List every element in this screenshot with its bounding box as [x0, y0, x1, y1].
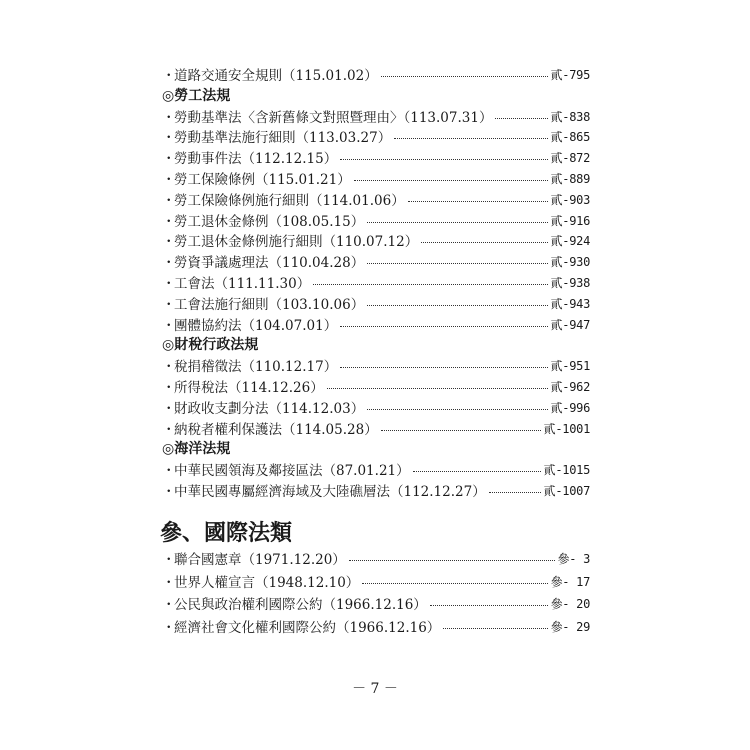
toc-entry-page: 貳-951 [550, 358, 590, 373]
toc-entry-title: 勞動基準法〈含新舊條文對照暨理由〉（113.07.31） [174, 110, 493, 126]
toc-entry [162, 230, 590, 250]
toc-entry [162, 251, 590, 271]
section-title: 參、國際法類 [160, 520, 293, 546]
bullet-icon: ・ [162, 597, 176, 613]
toc-entry-page: 貳-938 [550, 275, 590, 290]
toc-entry-title: 世界人權宣言（1948.12.10） [174, 575, 360, 591]
toc-entry-page: 貳-903 [550, 192, 590, 207]
bullet-icon: ・ [162, 380, 176, 396]
toc-entry-page: 貳-1001 [543, 421, 590, 436]
toc-entry-page: 參- 20 [550, 596, 590, 611]
toc-entry [162, 147, 590, 167]
bullet-icon: ・ [162, 575, 176, 591]
toc-entry [162, 571, 590, 591]
toc-entry [162, 355, 590, 375]
bullet-icon: ・ [162, 463, 176, 479]
bullet-icon: ・ [162, 172, 176, 188]
toc-entry-title: 所得稅法（114.12.26） [174, 380, 324, 396]
toc-entry-title: 勞工退休金條例（108.05.15） [174, 214, 365, 230]
toc-entry [162, 376, 590, 396]
toc-entry [162, 314, 590, 334]
toc-entry-page: 貳-795 [550, 67, 590, 82]
toc-entry [162, 106, 590, 126]
toc-entry-title: 稅捐稽徵法（110.12.17） [174, 359, 338, 375]
toc-entry-title: 中華民國專屬經濟海域及大陸礁層法（112.12.27） [174, 484, 486, 500]
toc-entry-page: 貳-865 [550, 129, 590, 144]
subsection-heading: ◎海洋法規 [162, 441, 231, 457]
toc-entry-title: 聯合國憲章（1971.12.20） [174, 552, 346, 568]
toc-entry-title: 道路交通安全規則（115.01.02） [174, 68, 378, 84]
toc-entry-title: 勞動基準法施行細則（113.03.27） [174, 130, 392, 146]
dot-leader [340, 326, 547, 327]
toc-entry-page: 貳-943 [550, 296, 590, 311]
dot-leader [394, 138, 547, 139]
toc-entry [162, 64, 590, 84]
dot-leader [367, 263, 547, 264]
toc-entry-page: 參- 29 [550, 619, 590, 634]
toc-entry-page: 貳-916 [550, 213, 590, 228]
toc-entry-title: 公民與政治權利國際公約（1966.12.16） [174, 597, 427, 613]
toc-entry-page: 參- 3 [557, 551, 590, 566]
toc-entry-title: 工會法施行細則（103.10.06） [174, 297, 365, 313]
bullet-icon: ・ [162, 620, 176, 636]
toc-entry [162, 459, 590, 479]
dot-leader [340, 159, 547, 160]
toc-entry-page: 貳-947 [550, 317, 590, 332]
dot-leader [367, 222, 547, 223]
bullet-icon: ・ [162, 297, 176, 313]
dot-leader [327, 388, 548, 389]
toc-entry [162, 272, 590, 292]
toc-entry-title: 勞工退休金條例施行細則（110.07.12） [174, 234, 419, 250]
dot-leader [381, 430, 541, 431]
dot-leader [367, 305, 547, 306]
bullet-icon: ・ [162, 552, 176, 568]
bullet-icon: ・ [162, 359, 176, 375]
dot-leader [381, 76, 548, 77]
bullet-icon: ・ [162, 401, 176, 417]
toc-entry [162, 189, 590, 209]
toc-entry-page: 貳-924 [550, 233, 590, 248]
bullet-icon: ・ [162, 484, 176, 500]
dot-leader [367, 409, 547, 410]
bullet-icon: ・ [162, 193, 176, 209]
toc-entry-title: 勞工保險條例施行細則（114.01.06） [174, 193, 405, 209]
dot-leader [443, 628, 547, 629]
dot-leader [349, 560, 555, 561]
bullet-icon: ・ [162, 214, 176, 230]
bullet-icon: ・ [162, 130, 176, 146]
toc-entry-page: 貳-872 [550, 150, 590, 165]
dot-leader [313, 284, 547, 285]
toc-entry [162, 480, 590, 500]
toc-entry-page: 貳-930 [550, 254, 590, 269]
toc-entry [162, 293, 590, 313]
toc-entry-page: 貳-996 [550, 400, 590, 415]
subsection-heading: ◎財稅行政法規 [162, 337, 259, 353]
toc-entry-title: 財政收支劃分法（114.12.03） [174, 401, 365, 417]
toc-entry-page: 參- 17 [550, 574, 590, 589]
dot-leader [413, 471, 541, 472]
dot-leader [362, 583, 547, 584]
bullet-icon: ・ [162, 151, 176, 167]
dot-leader [408, 201, 548, 202]
dot-leader [340, 367, 547, 368]
dot-leader [430, 605, 548, 606]
toc-entry-title: 納稅者權利保護法（114.05.28） [174, 422, 378, 438]
toc-entry-title: 經濟社會文化權利國際公約（1966.12.16） [174, 620, 441, 636]
dot-leader [421, 242, 547, 243]
toc-entry-page: 貳-1007 [543, 483, 590, 498]
toc-entry [162, 418, 590, 438]
toc-entry-title: 勞工保險條例（115.01.21） [174, 172, 351, 188]
toc-entry-page: 貳-1015 [543, 462, 590, 477]
toc-entry [162, 210, 590, 230]
dot-leader [495, 118, 547, 119]
subsection-heading: ◎勞工法規 [162, 88, 231, 104]
bullet-icon: ・ [162, 318, 176, 334]
bullet-icon: ・ [162, 110, 176, 126]
dot-leader [489, 492, 541, 493]
toc-entry-title: 團體協約法（104.07.01） [174, 318, 338, 334]
toc-entry-title: 勞動事件法（112.12.15） [174, 151, 338, 167]
toc-entry-title: 中華民國領海及鄰接區法（87.01.21） [174, 463, 410, 479]
toc-entry-page: 貳-838 [550, 109, 590, 124]
dot-leader [354, 180, 548, 181]
bullet-icon: ・ [162, 68, 176, 84]
toc-entry-title: 勞資爭議處理法（110.04.28） [174, 255, 365, 271]
bullet-icon: ・ [162, 234, 176, 250]
bullet-icon: ・ [162, 276, 176, 292]
toc-entry [162, 548, 590, 568]
toc-entry-title: 工會法（111.11.30） [174, 276, 311, 292]
toc-entry [162, 126, 590, 146]
toc-entry [162, 168, 590, 188]
toc-entry [162, 593, 590, 613]
bullet-icon: ・ [162, 422, 176, 438]
page-number: － 7 － [352, 681, 398, 697]
toc-entry [162, 616, 590, 636]
toc-entry [162, 397, 590, 417]
toc-entry-page: 貳-889 [550, 171, 590, 186]
bullet-icon: ・ [162, 255, 176, 271]
toc-entry-page: 貳-962 [550, 379, 590, 394]
